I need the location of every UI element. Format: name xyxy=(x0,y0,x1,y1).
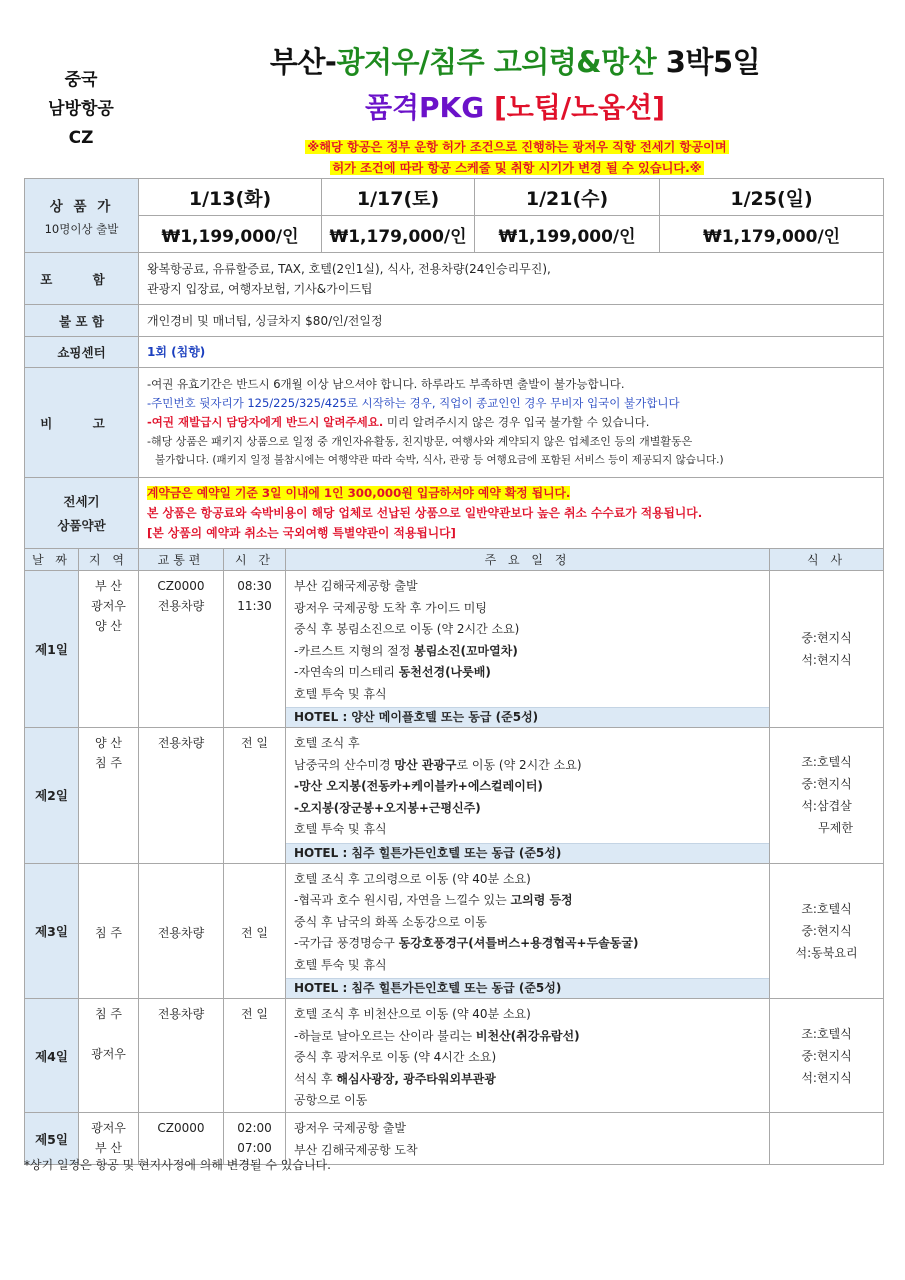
transport-item: CZ0000 xyxy=(157,1121,205,1135)
day-label: 제1일 xyxy=(25,571,79,728)
price-label: 상 품 가 xyxy=(49,198,114,215)
time-item: 전 일 xyxy=(241,736,268,750)
region-item: 침 주 xyxy=(95,926,122,941)
day-region xyxy=(79,999,139,1113)
day-schedule xyxy=(286,571,770,728)
header-meals: 식 사 xyxy=(770,549,884,571)
meal-item: 중:현지식 xyxy=(801,631,852,645)
schedule-line: 부산 김해국제공항 도착 xyxy=(294,1142,418,1157)
region-item: 부 산 xyxy=(95,1141,122,1155)
remarks-line-3-warning: -여권 재발급시 담당자에게 반드시 알려주세요. xyxy=(147,415,384,429)
charter-label xyxy=(25,478,139,549)
charter-line-3: [본 상품의 예약과 취소는 국외여행 특별약관이 적용됩니다] xyxy=(147,526,456,540)
schedule-line: 광저우 국제공항 출발 xyxy=(294,1121,406,1135)
schedule-line: -카르스트 지형의 절정 봉림소진(꼬마열차) xyxy=(294,643,518,658)
exclude-row xyxy=(25,305,884,337)
page-subtitle xyxy=(150,86,880,126)
header-region: 지 역 xyxy=(79,549,139,571)
hotel-info: HOTEL : 침주 힐튼가든인호텔 또는 동급 (준5성) xyxy=(286,978,769,998)
charter-terms-row xyxy=(25,478,884,549)
region-item: 침 주 xyxy=(95,756,122,770)
transport-item: 전용차량 xyxy=(157,736,205,750)
schedule-line: -하늘로 날아오르는 산이라 불리는 비천산(취강유람선) xyxy=(294,1028,580,1043)
transport-item: CZ0000 xyxy=(157,579,205,593)
transport-item: 전용차량 xyxy=(157,599,205,613)
schedule-line: 광저우 국제공항 도착 후 가이드 미팅 xyxy=(294,600,487,615)
day-region xyxy=(79,571,139,728)
header-date: 날 짜 xyxy=(25,549,79,571)
subtitle-part-2: [노팁/노옵션] xyxy=(493,91,666,124)
time-item: 02:00 xyxy=(237,1121,272,1135)
exclude-label: 불 포 함 xyxy=(25,305,139,337)
header-transport: 교통편 xyxy=(139,549,224,571)
day-row-3 xyxy=(25,863,884,999)
price-date-2: 1/17(토) xyxy=(322,179,475,216)
hotel-info: HOTEL : 침주 힐튼가든인호텔 또는 동급 (준5성) xyxy=(286,843,769,863)
remarks-line-3-rest: 미리 알려주시지 않은 경우 입국 불가할 수 있습니다. xyxy=(383,415,650,429)
transport-item: 전용차량 xyxy=(157,926,205,941)
meal-item: 석:동북요리 xyxy=(795,945,858,960)
schedule-line: 호텔 조식 후 xyxy=(294,736,360,750)
region-item: 광저우 xyxy=(91,1047,126,1061)
schedule-line: -자연속의 미스테리 동천선경(나룻배) xyxy=(294,665,491,679)
itinerary-table xyxy=(24,178,884,1165)
schedule-header-row xyxy=(25,549,884,571)
shopping-row xyxy=(25,337,884,368)
schedule-line: 중식 후 광저우로 이동 (약 4시간 소요) xyxy=(294,1050,497,1064)
day-label: 제5일 xyxy=(25,1113,79,1165)
notice-line-2: 허가 조건에 따라 항공 스케줄 및 취항 시기가 변경 될 수 있습니다.※ xyxy=(332,161,702,175)
airline-label xyxy=(22,66,140,153)
notice-line-1: ※해당 항공은 정부 운항 허가 조건으로 진행하는 광저우 직항 전세기 항공이며 xyxy=(307,140,727,154)
day-schedule xyxy=(286,863,770,999)
region-item: 광저우 xyxy=(91,1121,126,1135)
shopping-text: 1회 (침향) xyxy=(139,337,884,368)
day-schedule xyxy=(286,728,770,864)
day-meals xyxy=(770,863,884,999)
schedule-line: 부산 김해국제공항 출발 xyxy=(294,579,418,593)
price-note: 10명이상 출발 xyxy=(44,221,119,236)
price-value-1: ₩1,199,000/인 xyxy=(139,216,322,253)
day-meals xyxy=(770,728,884,864)
include-line-1: 왕복항공료, 유류할증료, TAX, 호텔(2인1실), 식사, 전용차량(24인승리무진), xyxy=(147,261,551,276)
charter-notice xyxy=(212,136,822,178)
footnote: *상기 일정은 항공 및 현지사정에 의해 변경될 수 있습니다. xyxy=(24,1158,331,1172)
day-meals xyxy=(770,999,884,1113)
include-text xyxy=(139,253,884,305)
day-schedule xyxy=(286,1113,770,1165)
remarks-line-2: -주민번호 뒷자리가 125/225/325/425로 시작하는 경우, 직업이 종교인인 경우 무비자 입국이 불가합니다 xyxy=(147,396,680,410)
subtitle-part-1: 품격PKG xyxy=(364,91,494,124)
airline-line-2: 남방항공 xyxy=(48,99,114,119)
remarks-line-3 xyxy=(147,413,875,432)
schedule-line: -망산 오지봉(전동카+케이블카+에스컬레이터) xyxy=(294,779,543,793)
schedule-line: 호텔 투숙 및 휴식 xyxy=(294,822,387,836)
charter-label-1: 전세기 xyxy=(63,494,100,509)
day-meals xyxy=(770,1113,884,1165)
meal-item: 석:현지식 xyxy=(801,1070,852,1085)
schedule-line: -국가급 풍경명승구 동강호풍경구(셔틀버스+용경협곡+두솔동굴) xyxy=(294,936,639,950)
region-item: 양 산 xyxy=(95,736,122,750)
time-item: 08:30 xyxy=(237,579,272,593)
day-region xyxy=(79,863,139,999)
title-part-1: 부산- xyxy=(269,45,337,79)
region-item: 침 주 xyxy=(95,1007,122,1021)
exclude-text: 개인경비 및 매너팁, 싱글차지 $80/인/전일정 xyxy=(139,305,884,337)
meal-item: 조:호텔식 xyxy=(801,755,852,770)
charter-label-2: 상품약관 xyxy=(57,518,106,533)
schedule-line: 중식 후 남국의 화폭 소동강으로 이동 xyxy=(294,914,487,929)
day-transport xyxy=(139,999,224,1113)
day-row-1 xyxy=(25,571,884,728)
shopping-label: 쇼핑센터 xyxy=(25,337,139,368)
schedule-line: 석식 후 해심사광장, 광주타워외부관광 xyxy=(294,1071,496,1086)
charter-terms xyxy=(139,478,884,549)
day-row-2 xyxy=(25,728,884,864)
schedule-line: 호텔 투숙 및 휴식 xyxy=(294,957,387,972)
charter-line-2: 본 상품은 항공료와 숙박비용이 해당 업체로 선납된 상품으로 일반약관보다 높은 취소 수수료가 적용됩니다. xyxy=(147,506,703,520)
transport-item: 전용차량 xyxy=(157,1007,205,1021)
day-label: 제3일 xyxy=(25,863,79,999)
schedule-line: 공항으로 이동 xyxy=(294,1093,368,1107)
schedule-line: -오지봉(장군봉+오지봉+근평신주) xyxy=(294,800,481,815)
remarks-line-4: -해당 상품은 패키지 상품으로 일정 중 개인자유활동, 친지방문, 여행사와 계약되지 않은 업체조인 등의 개별활동은 xyxy=(147,435,693,448)
time-item: 전 일 xyxy=(241,926,268,941)
include-line-2: 관광지 입장료, 여행자보험, 기사&가이드팁 xyxy=(147,281,373,296)
schedule-line: 호텔 조식 후 비천산으로 이동 (약 40분 소요) xyxy=(294,1007,531,1021)
time-item: 전 일 xyxy=(241,1007,268,1021)
schedule-line: 중식 후 봉림소진으로 이동 (약 2시간 소요) xyxy=(294,622,520,636)
day-schedule xyxy=(286,999,770,1113)
include-label: 포 함 xyxy=(25,253,139,305)
meal-item: 석:삼겹살 xyxy=(801,799,852,814)
day-region xyxy=(79,728,139,864)
meal-item: 중:현지식 xyxy=(801,1048,852,1063)
price-value-2: ₩1,179,000/인 xyxy=(322,216,475,253)
airline-code: CZ xyxy=(68,128,94,148)
price-value-4: ₩1,179,000/인 xyxy=(660,216,884,253)
schedule-line: 호텔 투숙 및 휴식 xyxy=(294,686,387,701)
meal-item: 석:현지식 xyxy=(801,653,852,667)
time-item: 11:30 xyxy=(237,599,272,613)
page-title xyxy=(150,40,880,81)
airline-line-1: 중국 xyxy=(64,70,98,90)
price-date-1: 1/13(화) xyxy=(139,179,322,216)
header-time: 시 간 xyxy=(224,549,286,571)
day-transport xyxy=(139,728,224,864)
title-part-3: 3박5일 xyxy=(656,45,761,79)
meal-item: 무제한 xyxy=(818,821,853,836)
day-transport xyxy=(139,863,224,999)
meal-item: 중:현지식 xyxy=(801,777,852,792)
region-item: 양 산 xyxy=(95,619,122,633)
title-part-2: 광저우/침주 고의령&망산 xyxy=(336,45,657,79)
remarks-line-1: -여권 유효기간은 반드시 6개월 이상 남으셔야 합니다. 하루라도 부족하면 출발이 불가능합니다. xyxy=(147,377,625,391)
price-values-row xyxy=(25,216,884,253)
hotel-info: HOTEL : 양산 메이플호텔 또는 동급 (준5성) xyxy=(286,707,769,727)
region-item: 부 산 xyxy=(95,579,122,593)
remarks-line-5: 불가합니다. (패키지 일정 불참시에는 여행약관 따라 숙박, 식사, 관광 등 여행요금에 포함된 서비스 등이 제공되지 않습니다.) xyxy=(155,454,724,466)
charter-line-1: 계약금은 예약일 기준 3일 이내에 1인 300,000원 입금하셔야 예약 확정 됩니다. xyxy=(147,486,571,500)
day-label: 제2일 xyxy=(25,728,79,864)
price-label-cell xyxy=(25,179,139,253)
meal-item: 조:호텔식 xyxy=(801,901,852,916)
meal-item: 중:현지식 xyxy=(801,923,852,938)
price-value-3: ₩1,199,000/인 xyxy=(475,216,660,253)
price-date-4: 1/25(일) xyxy=(660,179,884,216)
meal-item: 조:호텔식 xyxy=(801,1026,852,1041)
schedule-line: -협곡과 호수 원시림, 자연을 느낄수 있는 고의령 등정 xyxy=(294,893,573,907)
price-date-3: 1/21(수) xyxy=(475,179,660,216)
include-row xyxy=(25,253,884,305)
day-row-4 xyxy=(25,999,884,1113)
price-row xyxy=(25,179,884,216)
remarks-label: 비 고 xyxy=(25,368,139,478)
region-item: 광저우 xyxy=(91,599,126,613)
day-time xyxy=(224,999,286,1113)
time-item: 07:00 xyxy=(237,1141,272,1155)
day-time xyxy=(224,863,286,999)
remarks-row xyxy=(25,368,884,478)
day-meals xyxy=(770,571,884,728)
day-transport xyxy=(139,571,224,728)
day-label: 제4일 xyxy=(25,999,79,1113)
remarks-text xyxy=(139,368,884,478)
day-time xyxy=(224,728,286,864)
day-time xyxy=(224,571,286,728)
schedule-line: 호텔 조식 후 고의령으로 이동 (약 40분 소요) xyxy=(294,871,531,886)
header-schedule: 주 요 일 정 xyxy=(286,549,770,571)
schedule-line: 남중국의 산수미경 망산 관광구로 이동 (약 2시간 소요) xyxy=(294,757,582,772)
